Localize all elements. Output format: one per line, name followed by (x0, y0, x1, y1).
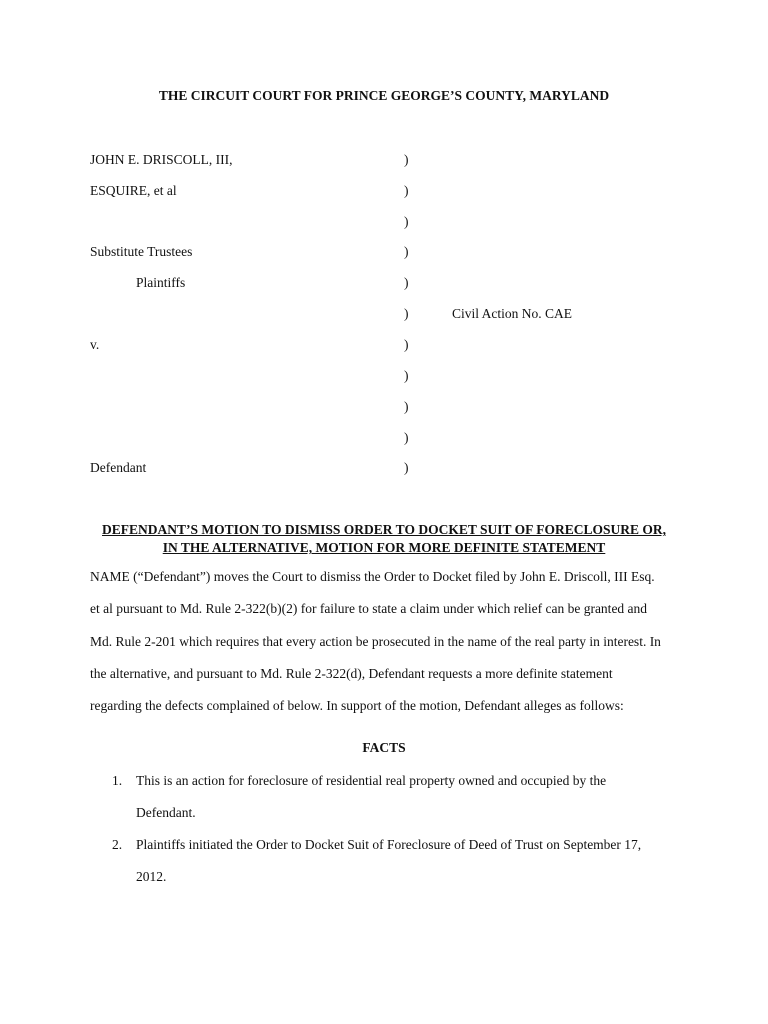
caption-row (0, 275, 768, 295)
paragraph-line: Md. Rule 2-201 which requires that every action be prosecuted in the name of the real party in interest. In (90, 634, 661, 649)
caption-paren: ) (404, 306, 409, 321)
caption-paren: ) (404, 399, 409, 414)
motion-title (0, 521, 768, 557)
caption-row (0, 368, 768, 388)
caption-paren: ) (404, 430, 409, 445)
paragraph-line: NAME (“Defendant”) moves the Court to dismiss the Order to Docket filed by John E. Driscoll, III Esq. (90, 569, 655, 584)
civil-action-number: Civil Action No. CAE (452, 306, 573, 321)
caption-row (0, 337, 768, 357)
plaintiffs-label: Plaintiffs (136, 275, 186, 290)
plaintiff-name: JOHN E. DRISCOLL, III, (90, 152, 233, 167)
caption-paren: ) (404, 337, 409, 352)
list-text: This is an action for foreclosure of residential real property owned and occupied by the (136, 773, 607, 788)
paragraph-line: regarding the defects complained of below. In support of the motion, Defendant alleges as follows: (90, 698, 624, 713)
caption-paren: ) (404, 214, 409, 229)
plaintiff-suffix: ESQUIRE, et al (90, 183, 177, 198)
caption-paren: ) (404, 183, 409, 198)
paragraph-line: et al pursuant to Md. Rule 2-322(b)(2) for failure to state a claim under which relief can be granted and (90, 601, 648, 616)
caption-row (0, 399, 768, 419)
list-text: Plaintiffs initiated the Order to Docket Suit of Foreclosure of Deed of Trust on September 17, (136, 837, 642, 852)
facts-heading: FACTS (362, 740, 406, 755)
plaintiff-role: Substitute Trustees (90, 244, 193, 259)
caption-row (0, 306, 768, 326)
list-number: 1. (112, 773, 123, 788)
caption-row (0, 460, 768, 480)
court-title: THE CIRCUIT COURT FOR PRINCE GEORGE’S COUNTY, MARYLAND (158, 88, 610, 103)
list-text: 2012. (136, 869, 167, 884)
caption-paren: ) (404, 244, 409, 259)
caption-row (0, 214, 768, 234)
caption-paren: ) (404, 152, 409, 167)
paragraph-line: the alternative, and pursuant to Md. Rule 2-322(d), Defendant requests a more definite statement (90, 666, 613, 681)
versus-label: v. (90, 337, 100, 352)
caption-paren: ) (404, 460, 409, 475)
caption-row (0, 183, 768, 203)
list-text: Defendant. (136, 805, 196, 820)
motion-title-line: DEFENDANT’S MOTION TO DISMISS ORDER TO DOCKET SUIT OF FORECLOSURE OR, (102, 522, 666, 537)
motion-title-line: IN THE ALTERNATIVE, MOTION FOR MORE DEFINITE STATEMENT (162, 540, 606, 555)
list-number: 2. (112, 837, 123, 852)
defendant-label: Defendant (90, 460, 147, 475)
caption-paren: ) (404, 275, 409, 290)
caption-row (0, 152, 768, 172)
caption-paren: ) (404, 368, 409, 383)
caption-row (0, 430, 768, 450)
caption-row (0, 244, 768, 264)
